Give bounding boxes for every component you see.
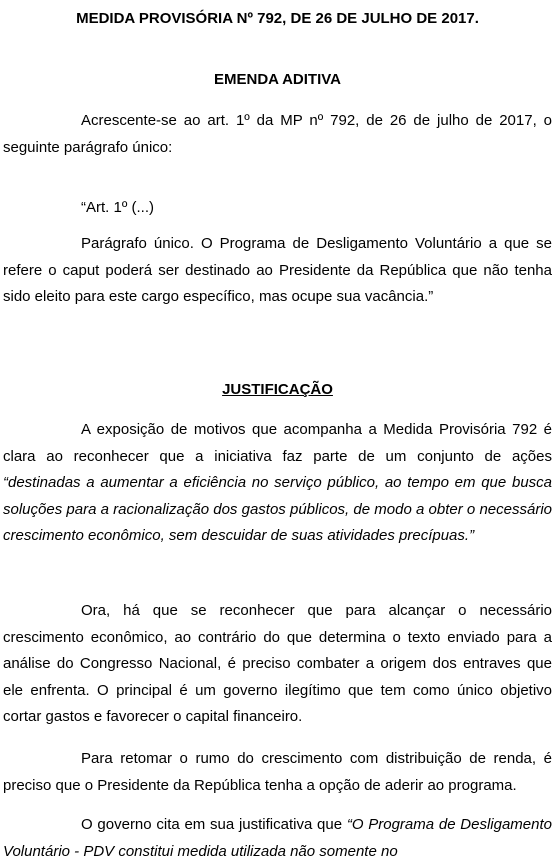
justification-p1-text: A exposição de motivos que acompanha a Medida Provisória 792 é clara ao reconhecer que a iniciativa faz parte de um conjunto de ações: [3, 421, 552, 465]
document-title: MEDIDA PROVISÓRIA Nº 792, DE 26 DE JULHO DE 2017.: [76, 10, 479, 27]
justification-p4-quote: “O Programa de Desligamento Voluntário - PDV constitui medida utilizada não somente no: [3, 816, 552, 860]
amendment-heading: EMENDA ADITIVA: [214, 71, 341, 88]
justification-paragraph-1: [3, 417, 552, 550]
article-reference: “Art. 1º (...): [81, 199, 154, 216]
justification-p4-text: O governo cita em sua justificativa que: [81, 816, 347, 833]
justification-heading: JUSTIFICAÇÃO: [222, 381, 333, 398]
sole-paragraph: Parágrafo único. O Programa de Desligamento Voluntário a que se refere o caput poderá ser destinado ao Presidente da República que não tenha sido eleito para este cargo específico, mas ocupe sua vacância.”: [3, 235, 552, 305]
justification-paragraph-4: [3, 812, 552, 865]
intro-paragraph: Acrescente-se ao art. 1º da MP nº 792, de 26 de julho de 2017, o seguinte parágrafo único:: [3, 112, 552, 156]
justification-p1-quote: “destinadas a aumentar a eficiência no serviço público, ao tempo em que busca soluções para a racionalização dos gastos públicos, de modo a obter o necessário crescimento econômico, sem descuidar de suas atividades precípuas.”: [3, 474, 552, 544]
justification-paragraph-3: Para retomar o rumo do crescimento com distribuição de renda, é preciso que o Presidente da República tenha a opção de aderir ao programa.: [3, 750, 552, 794]
justification-paragraph-2: Ora, há que se reconhecer que para alcançar o necessário crescimento econômico, ao contrário do que determina o texto enviado para a análise do Congresso Nacional, é preciso combater a origem dos entraves que ele enfrenta. O principal é um governo ilegítimo que tem como único objetivo cortar gastos e favorecer o capital financeiro.: [3, 602, 552, 725]
